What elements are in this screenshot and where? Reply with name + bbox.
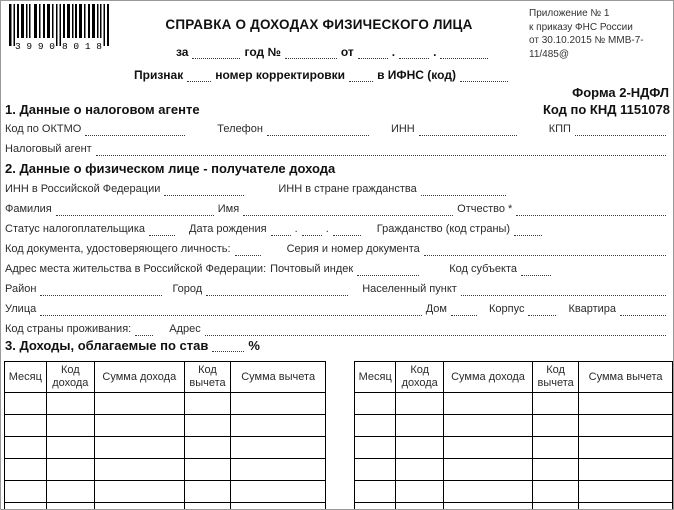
table-row [5, 415, 326, 437]
city-label: Город [172, 283, 203, 295]
section1-title: 1. Данные о налоговом агенте [5, 102, 200, 117]
table-cell[interactable] [231, 437, 326, 459]
table-cell[interactable] [231, 481, 326, 503]
table-row [5, 503, 326, 510]
appendix-line: 11/485@ [529, 48, 569, 60]
table-cell[interactable] [94, 393, 184, 415]
col-header-month: Месяц [355, 362, 396, 393]
phone-field[interactable] [267, 124, 369, 136]
inn-citizenship-label: ИНН в стране гражданства [278, 183, 417, 195]
table-cell[interactable] [396, 393, 444, 415]
birth-year-field[interactable] [333, 224, 361, 236]
table-row [5, 393, 326, 415]
tax-rate-field[interactable] [212, 340, 244, 352]
table-cell[interactable] [355, 393, 396, 415]
taxpayer-status-field[interactable] [149, 224, 175, 236]
street-field[interactable] [40, 304, 421, 316]
subject-code-label: Код субъекта [449, 263, 517, 275]
year-field[interactable] [192, 47, 240, 59]
barcode-digits-right: 8 0 1 8 [62, 41, 102, 52]
address-label: Адрес [169, 323, 201, 335]
kpp-label: КПП [548, 123, 571, 135]
table-cell[interactable] [533, 459, 579, 481]
table-cell[interactable] [184, 459, 231, 481]
certificate-number-field[interactable] [285, 47, 337, 59]
date-separator: . [391, 45, 396, 59]
surname-field[interactable] [56, 204, 214, 216]
oktmo-field[interactable] [85, 124, 185, 136]
table-cell[interactable] [355, 481, 396, 503]
settlement-label: Населенный пункт [362, 283, 457, 295]
appendix-line: к приказу ФНС России [529, 21, 633, 33]
priznak-field[interactable] [187, 70, 211, 82]
table-cell[interactable] [533, 415, 579, 437]
inn-rf-field[interactable] [164, 184, 244, 196]
table-cell[interactable] [46, 481, 94, 503]
section3-title: 3. Доходы, облагаемые по став [5, 338, 209, 353]
barcode-digits-left: 3 9 9 0 [15, 41, 55, 52]
district-label: Район [5, 283, 37, 295]
address-rf-label: Адрес места жительства в Российской Федерации: [5, 263, 267, 275]
table-cell[interactable] [5, 393, 47, 415]
priznak-label: Признак [134, 68, 184, 82]
district-field[interactable] [40, 284, 162, 296]
surname-label: Фамилия [5, 203, 52, 215]
residence-country-row [5, 323, 670, 336]
table-cell[interactable] [231, 459, 326, 481]
ifns-code-label: в ИФНС (код) [377, 68, 456, 82]
table-cell[interactable] [579, 503, 673, 510]
date-label: от [340, 45, 354, 59]
tax-agent-field[interactable] [96, 144, 666, 156]
table-cell[interactable] [231, 393, 326, 415]
income-table-right [354, 361, 673, 510]
birth-month-field[interactable] [302, 224, 322, 236]
table-row [355, 415, 673, 437]
col-header-income-code: Код дохода [46, 362, 94, 393]
attribute-correction-line [134, 68, 512, 82]
date-day-field[interactable] [358, 47, 388, 59]
inn-label: ИНН [390, 123, 415, 135]
table-cell[interactable] [533, 393, 579, 415]
col-header-income-code: Код дохода [396, 362, 444, 393]
house-label: Дом [425, 303, 447, 315]
apartment-field[interactable] [620, 304, 666, 316]
col-header-deduction-sum: Сумма вычета [579, 362, 673, 393]
table-cell[interactable] [46, 503, 94, 510]
postal-index-label: Почтовый индек [270, 263, 354, 275]
table-cell[interactable] [46, 393, 94, 415]
residence-country-label: Код страны проживания: [5, 323, 132, 335]
appendix-note [529, 7, 671, 61]
table-cell[interactable] [94, 481, 184, 503]
table-header-row [355, 362, 673, 393]
phone-label: Телефон [217, 123, 263, 135]
table-cell[interactable] [184, 503, 231, 510]
table-cell[interactable] [579, 459, 673, 481]
col-header-deduction-code: Код вычета [184, 362, 231, 393]
table-row [355, 503, 673, 510]
firstname-label: Имя [217, 203, 240, 215]
table-cell[interactable] [396, 481, 444, 503]
doc-series-label: Серия и номер документа [286, 243, 420, 255]
col-header-deduction-sum: Сумма вычета [231, 362, 326, 393]
table-cell[interactable] [579, 437, 673, 459]
table-cell[interactable] [5, 503, 47, 510]
table-cell[interactable] [579, 393, 673, 415]
residence-country-field[interactable] [135, 324, 153, 336]
subject-code-field[interactable] [521, 264, 551, 276]
date-year-field[interactable] [440, 47, 488, 59]
address-field[interactable] [205, 324, 666, 336]
tax-agent-row [5, 143, 670, 156]
taxpayer-status-label: Статус налогоплательщика [5, 223, 146, 235]
inn-rf-label: ИНН в Российской Федерации [5, 183, 161, 195]
table-cell[interactable] [184, 393, 231, 415]
street-label: Улица [5, 303, 37, 315]
table-row [355, 481, 673, 503]
table-cell[interactable] [444, 481, 533, 503]
table-cell[interactable] [579, 415, 673, 437]
table-row [5, 481, 326, 503]
ifns-code-field[interactable] [460, 70, 508, 82]
barcode [9, 4, 109, 52]
table-cell[interactable] [355, 437, 396, 459]
table-cell[interactable] [5, 481, 47, 503]
postal-index-field[interactable] [357, 264, 419, 276]
certificate-number-label: год № [244, 45, 281, 59]
col-header-income-sum: Сумма дохода [444, 362, 533, 393]
form-name: Форма 2-НДФЛ [572, 85, 669, 100]
oktmo-label: Код по ОКТМО [5, 123, 82, 135]
table-cell[interactable] [444, 415, 533, 437]
year-label: за [176, 45, 189, 59]
status-birthdate-row [5, 223, 670, 236]
correction-number-label: номер корректировки [215, 68, 346, 82]
year-number-date-line [176, 45, 492, 59]
id-doc-code-label: Код документа, удостоверяющего личность: [5, 243, 231, 255]
table-cell[interactable] [444, 393, 533, 415]
knd-code: Код по КНД 1151078 [542, 102, 670, 117]
table-cell[interactable] [444, 437, 533, 459]
appendix-line: от 30.10.2015 № ММВ-7- [529, 35, 644, 46]
percent-sign: % [248, 338, 260, 353]
table-row [355, 393, 673, 415]
doc-series-field[interactable] [424, 244, 666, 256]
date-separator: . [433, 45, 437, 59]
table-cell[interactable] [533, 481, 579, 503]
table-header-row [5, 362, 326, 393]
building-label: Корпус [488, 303, 525, 315]
agent-codes-row [5, 123, 670, 136]
table-cell[interactable] [46, 459, 94, 481]
section2-title: 2. Данные о физическом лице - получателе дохода [5, 161, 336, 176]
address-rf-row [5, 263, 670, 276]
table-cell[interactable] [444, 459, 533, 481]
table-row [355, 459, 673, 481]
table-row [355, 437, 673, 459]
street-row [5, 303, 670, 316]
table-cell[interactable] [94, 503, 184, 510]
table-cell[interactable] [5, 459, 47, 481]
kpp-field[interactable] [575, 124, 666, 136]
house-field[interactable] [451, 304, 477, 316]
date-separator: . [294, 223, 298, 235]
table-cell[interactable] [94, 415, 184, 437]
table-row [5, 459, 326, 481]
page-title: СПРАВКА О ДОХОДАХ ФИЗИЧЕСКОГО ЛИЦА [165, 17, 473, 32]
correction-number-field[interactable] [349, 70, 373, 82]
tax-agent-label: Налоговый агент [5, 143, 92, 155]
inn-row [5, 183, 670, 196]
settlement-field[interactable] [461, 284, 666, 296]
income-table-left [4, 361, 326, 510]
col-header-month: Месяц [5, 362, 47, 393]
patronymic-label: Отчество * [457, 203, 513, 215]
table-cell[interactable] [231, 415, 326, 437]
table-cell[interactable] [444, 503, 533, 510]
section2-heading-row [5, 161, 670, 176]
table-cell[interactable] [355, 503, 396, 510]
building-field[interactable] [528, 304, 556, 316]
firstname-field[interactable] [243, 204, 453, 216]
inn-citizenship-field[interactable] [421, 184, 506, 196]
table-cell[interactable] [396, 437, 444, 459]
birthdate-label: Дата рождения [189, 223, 267, 235]
col-header-income-sum: Сумма дохода [94, 362, 184, 393]
table-cell[interactable] [355, 459, 396, 481]
table-cell[interactable] [396, 415, 444, 437]
date-separator: . [325, 223, 329, 235]
table-cell[interactable] [355, 415, 396, 437]
table-cell[interactable] [94, 437, 184, 459]
table-cell[interactable] [5, 437, 47, 459]
id-doc-code-field[interactable] [235, 244, 261, 256]
city-field[interactable] [206, 284, 348, 296]
table-cell[interactable] [184, 415, 231, 437]
appendix-line: Приложение № 1 [529, 8, 610, 19]
table-cell[interactable] [5, 415, 47, 437]
district-city-row [5, 283, 670, 296]
table-cell[interactable] [533, 503, 579, 510]
patronymic-field[interactable] [516, 204, 666, 216]
section1-heading-row [5, 102, 670, 117]
table-cell[interactable] [46, 415, 94, 437]
date-month-field[interactable] [399, 47, 429, 59]
table-cell[interactable] [184, 481, 231, 503]
birth-day-field[interactable] [271, 224, 291, 236]
table-cell[interactable] [184, 437, 231, 459]
table-row [5, 437, 326, 459]
table-cell[interactable] [579, 481, 673, 503]
table-cell[interactable] [231, 503, 326, 510]
citizenship-field[interactable] [514, 224, 542, 236]
id-document-row [5, 243, 670, 256]
section3-heading-row [5, 339, 670, 352]
table-cell[interactable] [533, 437, 579, 459]
table-cell[interactable] [396, 503, 444, 510]
inn-field[interactable] [419, 124, 517, 136]
table-cell[interactable] [94, 459, 184, 481]
col-header-deduction-code: Код вычета [533, 362, 579, 393]
citizenship-label: Гражданство (код страны) [376, 223, 511, 235]
full-name-row [5, 203, 670, 216]
table-cell[interactable] [46, 437, 94, 459]
table-cell[interactable] [396, 459, 444, 481]
apartment-label: Квартира [568, 303, 616, 315]
